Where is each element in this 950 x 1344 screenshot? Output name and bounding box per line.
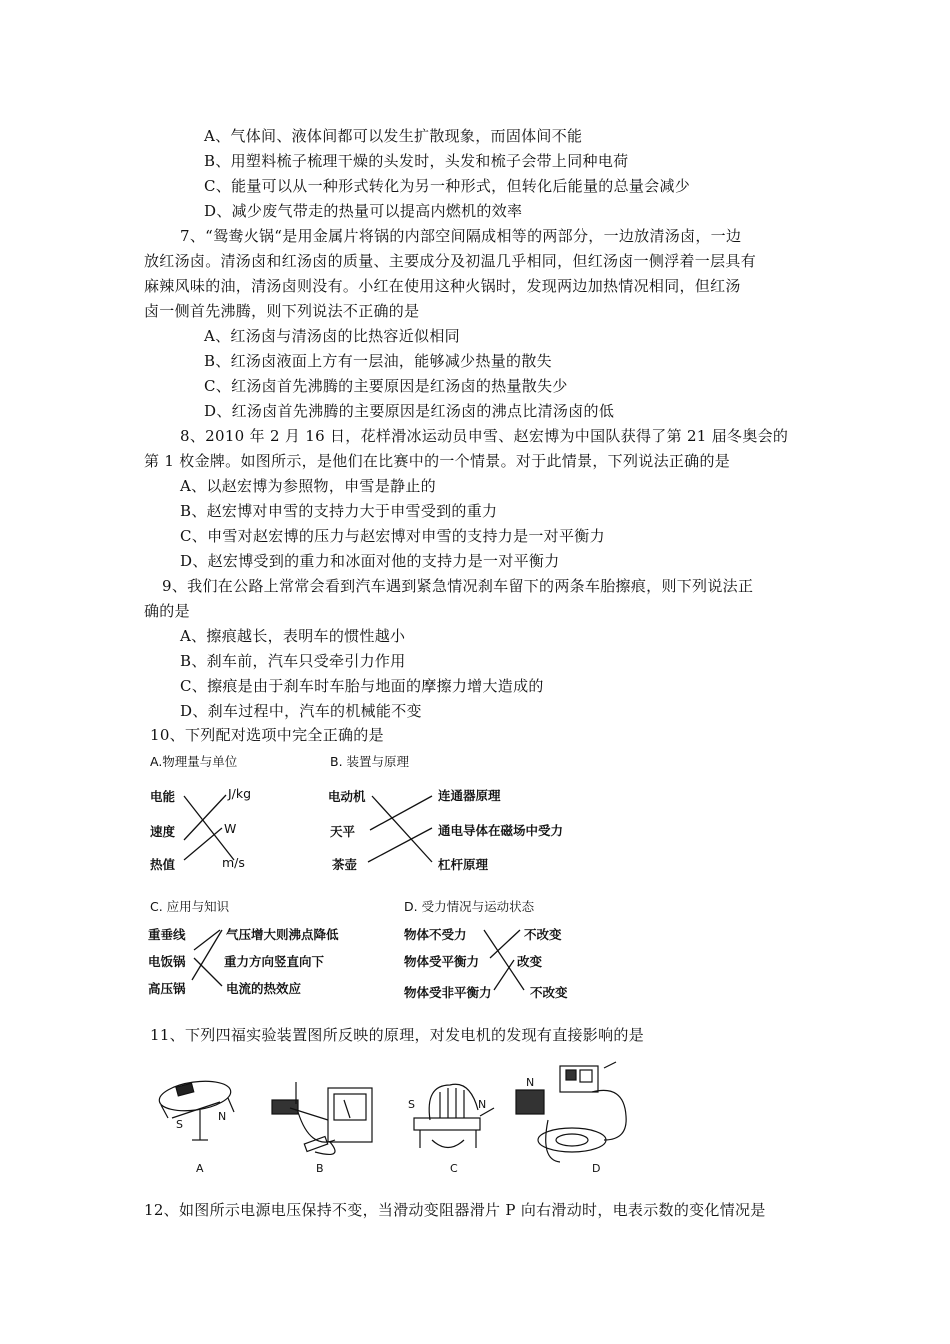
- q11-label-b: B: [316, 1162, 324, 1175]
- q10-d-left-1: 物体受平衡力: [404, 954, 480, 969]
- q7-option-a: A、红汤卤与清汤卤的比热容近似相同: [204, 327, 460, 345]
- q8-option-d: D、赵宏博受到的重力和冰面对他的支持力是一对平衡力: [180, 552, 560, 570]
- q10-a-right-0: J/kg: [228, 786, 252, 801]
- q11-figure-a: [157, 1077, 234, 1140]
- q10-panel-a-title: A.物理量与单位: [150, 754, 238, 769]
- q9-stem-line2: 确的是: [144, 602, 190, 620]
- q11-figure-b: [272, 1082, 372, 1154]
- q10-c-left-0: 重垂线: [148, 927, 186, 942]
- q6-option-c: C、能量可以从一种形式转化为另一种形式，但转化后能量的总量会减少: [204, 177, 691, 195]
- q11-label-a: A: [196, 1162, 204, 1175]
- q11-figure-c: [414, 1084, 494, 1148]
- q7-stem-line1: 7、“鸳鸯火锅“是用金属片将锅的内部空间隔成相等的两部分，一边放清汤卤，一边: [180, 227, 742, 245]
- q9-stem-line1: 9、我们在公路上常常会看到汽车遇到紧急情况刹车留下的两条车胎擦痕，则下列说法正: [162, 577, 754, 595]
- q10-d-right-0: 不改变: [524, 927, 562, 942]
- q10-c-left-2: 高压锅: [148, 981, 186, 996]
- q11-label-d: D: [592, 1162, 601, 1175]
- q10-panel-d-title: D. 受力情况与运动状态: [404, 899, 535, 914]
- q11-figure-a-n-label: N: [218, 1110, 227, 1123]
- q12-stem: 12、如图所示电源电压保持不变，当滑动变阻器滑片 P 向右滑动时，电表示数的变化情况是: [144, 1201, 766, 1219]
- q10-b-right-0: 连通器原理: [438, 788, 501, 803]
- q10-c-right-2: 电流的热效应: [226, 981, 302, 996]
- q10-c-right-1: 重力方向竖直向下: [224, 954, 325, 969]
- q10-b-right-1: 通电导体在磁场中受力: [438, 823, 564, 838]
- q6-option-a: A、气体间、液体间都可以发生扩散现象，而固体间不能: [204, 127, 583, 145]
- q9-option-c: C、擦痕是由于刹车时车胎与地面的摩擦力增大造成的: [180, 677, 544, 695]
- q8-stem-line1: 8、2010 年 2 月 16 日，花样滑冰运动员申雪、赵宏博为中国队获得了第 21 届冬奥会的: [180, 427, 789, 445]
- q10-b-left-1: 天平: [330, 824, 356, 839]
- q7-option-b: B、红汤卤液面上方有一层油，能够减少热量的散失: [204, 352, 552, 370]
- q10-panel-c-title: C. 应用与知识: [150, 899, 230, 914]
- q11-figure-c-s-label: S: [408, 1098, 415, 1111]
- q11-figure-d-n-label: N: [526, 1076, 535, 1089]
- q7-option-d: D、红汤卤首先沸腾的主要原因是红汤卤的沸点比清汤卤的低: [204, 402, 615, 420]
- q7-option-c: C、红汤卤首先沸腾的主要原因是红汤卤的热量散失少: [204, 377, 568, 395]
- q10-a-left-2: 热值: [150, 857, 176, 872]
- q10-b-left-0: 电动机: [328, 789, 366, 804]
- q10-a-left-1: 速度: [150, 824, 176, 839]
- q8-option-a: A、以赵宏博为参照物，申雪是静止的: [180, 477, 436, 495]
- q10-stem: 10、下列配对选项中完全正确的是: [150, 726, 384, 744]
- q10-c-right-0: 气压增大则沸点降低: [226, 927, 339, 942]
- q8-stem-line2: 第 1 枚金牌。如图所示，是他们在比赛中的一个情景。对于此情景，下列说法正确的是: [144, 452, 731, 470]
- q7-stem-line2: 放红汤卤。清汤卤和红汤卤的质量、主要成分及初温几乎相同，但红汤卤一侧浮着一层具有: [144, 252, 757, 270]
- q10-panel-b-title: B. 装置与原理: [330, 754, 410, 769]
- q6-option-b: B、用塑料梳子梳理干燥的头发时，头发和梳子会带上同种电荷: [204, 152, 629, 170]
- q10-a-right-1: W: [224, 821, 237, 836]
- q10-a-left-0: 电能: [150, 789, 176, 804]
- q9-option-a: A、擦痕越长，表明车的惯性越小: [180, 627, 406, 645]
- q11-stem: 11、下列四福实验装置图所反映的原理，对发电机的发现有直接影响的是: [150, 1026, 644, 1044]
- q10-d-left-2: 物体受非平衡力: [404, 985, 492, 1000]
- q10-d-right-1: 改变: [517, 954, 543, 969]
- q7-stem-line4: 卤一侧首先沸腾，则下列说法不正确的是: [144, 302, 420, 320]
- q8-option-b: B、赵宏博对申雪的支持力大于申雪受到的重力: [180, 502, 498, 520]
- q10-b-left-2: 茶壶: [332, 857, 358, 872]
- q10-d-right-2: 不改变: [530, 985, 568, 1000]
- q9-option-b: B、刹车前，汽车只受牵引力作用: [180, 652, 406, 670]
- q10-b-right-2: 杠杆原理: [438, 857, 489, 872]
- q10-c-left-1: 电饭锅: [148, 954, 186, 969]
- q10-a-right-2: m/s: [222, 855, 245, 870]
- q9-option-d: D、刹车过程中，汽车的机械能不变: [180, 702, 422, 720]
- q7-stem-line3: 麻辣风味的油，清汤卤则没有。小红在使用这种火锅时，发现两边加热情况相同，但红汤: [144, 277, 741, 295]
- q11-figure-a-s-label: S: [176, 1118, 183, 1131]
- q6-option-d: D、减少废气带走的热量可以提高内燃机的效率: [204, 202, 523, 220]
- q11-figure-c-n-label: N: [478, 1098, 487, 1111]
- q10-d-left-0: 物体不受力: [404, 927, 467, 942]
- q8-option-c: C、申雪对赵宏博的压力与赵宏博对申雪的支持力是一对平衡力: [180, 527, 605, 545]
- q11-label-c: C: [450, 1162, 458, 1175]
